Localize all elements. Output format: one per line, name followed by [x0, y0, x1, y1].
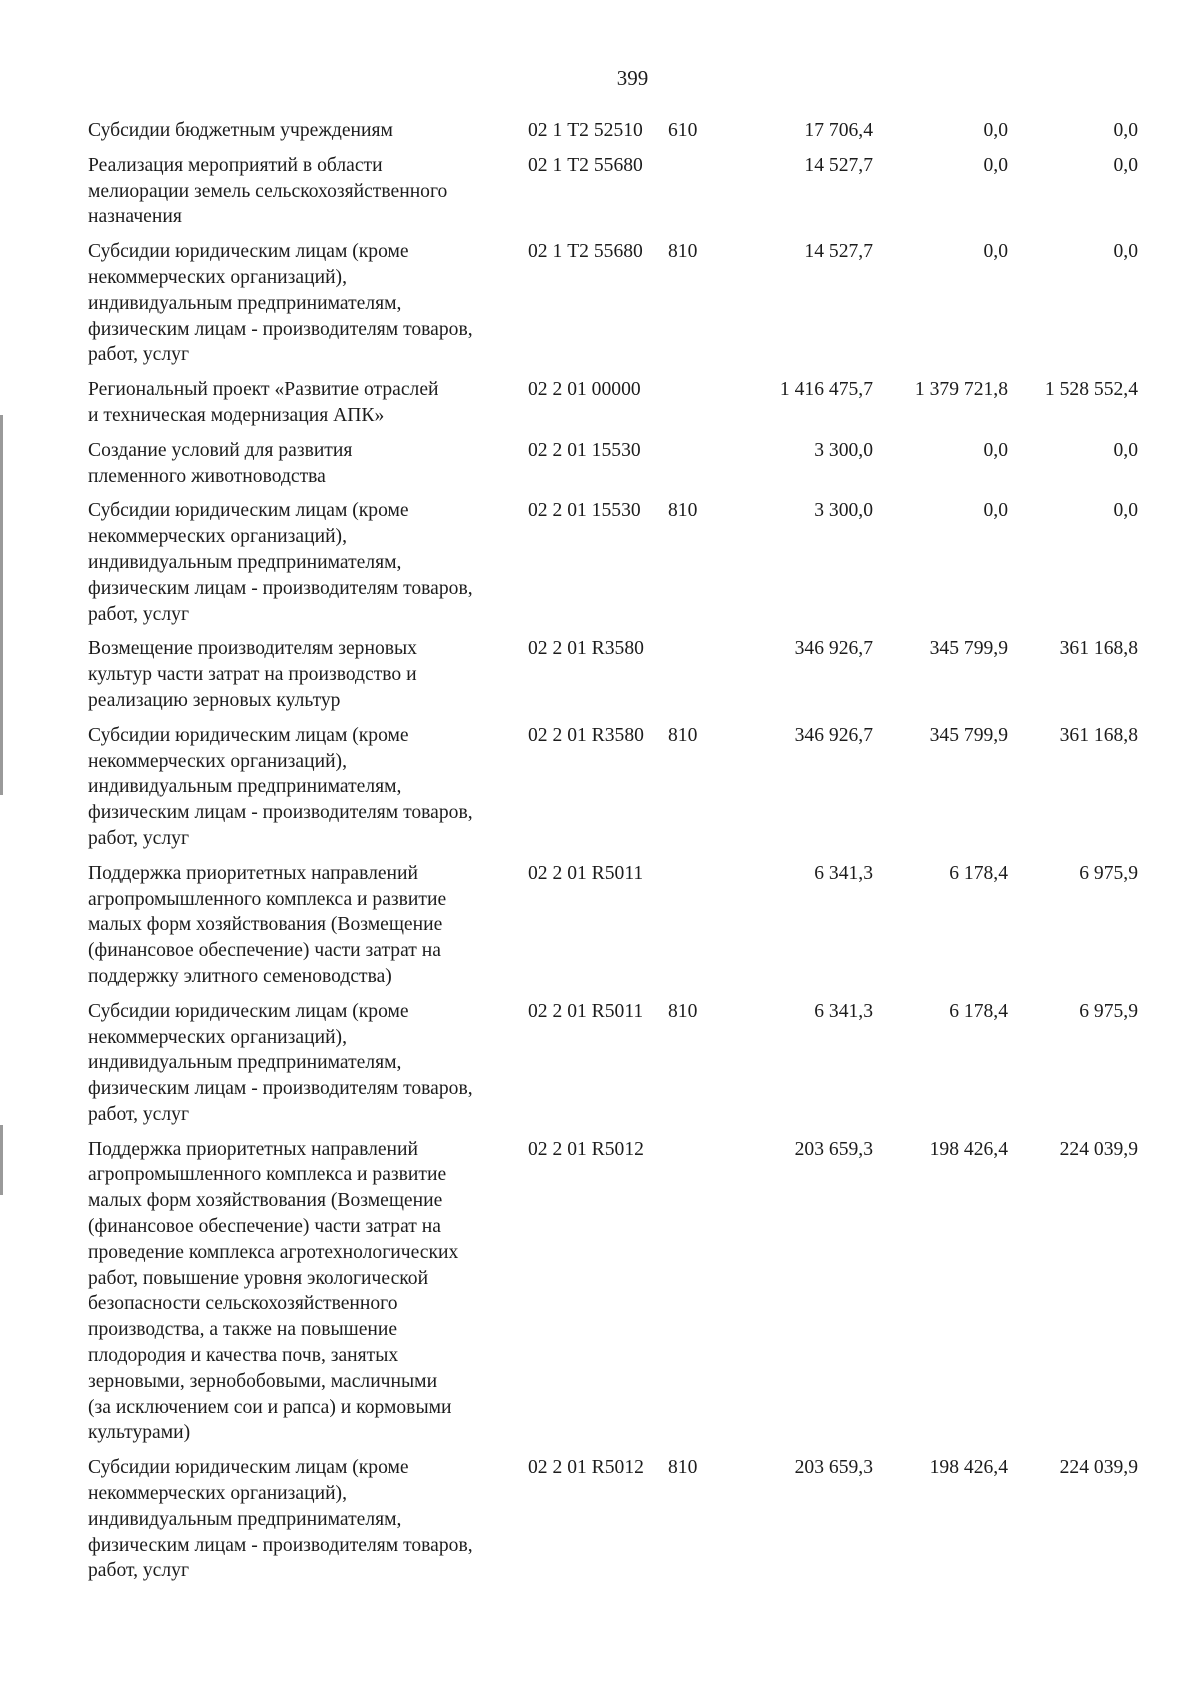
table-row — [88, 377, 1138, 438]
row-expense-type — [668, 861, 723, 999]
table-row — [88, 1455, 1138, 1593]
row-value-2027: 224 039,9 — [1059, 1138, 1138, 1160]
row-code: 02 2 01 R5011 — [528, 1000, 644, 1022]
row-value-2026: 0,0 — [983, 154, 1008, 176]
table-row — [88, 861, 1138, 999]
description-line: некоммерческих организаций), — [88, 1483, 347, 1505]
row-expense-type — [668, 438, 723, 499]
description-line: (за исключением сои и рапса) и кормовыми — [88, 1396, 452, 1418]
row-value-2026: 0,0 — [983, 120, 1008, 141]
description-line: некоммерческих организаций), — [88, 1026, 347, 1048]
description-line: физическим лицам - производителям товаров, — [88, 802, 473, 824]
budget-table — [88, 118, 1138, 1593]
table-row — [88, 153, 1138, 239]
description-line: зерновыми, зернобобовыми, масличными — [88, 1370, 438, 1392]
description-line: (финансовое обеспечение) части затрат на — [88, 940, 441, 962]
row-value-2026: 1 379 721,8 — [914, 379, 1008, 401]
description-line: Возмещение производителям зерновых — [88, 638, 417, 660]
description-line: Субсидии юридическим лицам (кроме — [88, 1000, 409, 1022]
row-description — [88, 438, 528, 499]
row-value-2025: 203 659,3 — [794, 1457, 873, 1479]
description-line: племенного животноводства — [88, 465, 326, 487]
row-expense-type — [668, 636, 723, 722]
description-line: мелиорации земель сельскохозяйственного — [88, 180, 448, 202]
description-line: малых форм хозяйствования (Возмещение — [88, 914, 443, 936]
row-value-2026: 0,0 — [983, 500, 1008, 522]
row-description — [88, 118, 528, 153]
row-value-2027: 1 528 552,4 — [1044, 379, 1138, 401]
table-row — [88, 999, 1138, 1137]
description-line: физическим лицам - производителям товаров, — [88, 1078, 473, 1100]
row-value-2027: 0,0 — [1113, 439, 1138, 461]
description-line: индивидуальным предпринимателям, — [88, 1508, 402, 1530]
row-value-2027: 0,0 — [1113, 500, 1138, 522]
row-expense-type — [668, 1137, 723, 1456]
description-line: агропромышленного комплекса и развитие — [88, 888, 447, 910]
description-line: Субсидии бюджетным учреждениям — [88, 120, 393, 141]
row-value-2025: 346 926,7 — [794, 724, 873, 746]
description-line: Поддержка приоритетных направлений — [88, 1138, 419, 1160]
row-value-2027: 6 975,9 — [1079, 862, 1138, 884]
description-line: некоммерческих организаций), — [88, 526, 347, 548]
row-code: 02 2 01 R3580 — [528, 638, 644, 660]
row-description — [88, 239, 528, 377]
description-line: плодородия и качества почв, занятых — [88, 1345, 399, 1367]
description-line: Субсидии юридическим лицам (кроме — [88, 241, 409, 263]
row-description — [88, 498, 528, 636]
row-description — [88, 636, 528, 722]
description-line: работ, повышение уровня экологической — [88, 1267, 429, 1289]
row-expense-type: 810 — [668, 724, 698, 746]
row-value-2025: 6 341,3 — [814, 1000, 873, 1022]
row-description — [88, 377, 528, 438]
description-line: агропромышленного комплекса и развитие — [88, 1164, 447, 1186]
row-code: 02 1 Т2 55680 — [528, 241, 643, 263]
description-line: Поддержка приоритетных направлений — [88, 862, 419, 884]
row-value-2025: 1 416 475,7 — [779, 379, 873, 401]
description-line: малых форм хозяйствования (Возмещение — [88, 1190, 443, 1212]
row-value-2027: 0,0 — [1113, 241, 1138, 263]
description-line: индивидуальным предпринимателям, — [88, 551, 402, 573]
description-line: (финансовое обеспечение) части затрат на — [88, 1216, 441, 1238]
row-value-2026: 198 426,4 — [929, 1138, 1008, 1160]
row-code: 02 2 01 R5011 — [528, 862, 644, 884]
description-line: назначения — [88, 206, 182, 228]
row-value-2025: 203 659,3 — [794, 1138, 873, 1160]
description-line: Субсидии юридическим лицам (кроме — [88, 1457, 409, 1479]
row-value-2027: 361 168,8 — [1059, 638, 1138, 660]
row-expense-type: 810 — [668, 1457, 698, 1479]
row-description — [88, 1455, 528, 1593]
table-row — [88, 636, 1138, 722]
row-expense-type — [668, 377, 723, 438]
description-line: индивидуальным предпринимателям, — [88, 292, 402, 314]
description-line: работ, услуг — [88, 1560, 189, 1582]
description-line: физическим лицам - производителям товаров, — [88, 318, 473, 340]
table-row — [88, 239, 1138, 377]
description-line: Реализация мероприятий в области — [88, 154, 383, 176]
row-expense-type — [668, 153, 723, 239]
scan-edge-mark — [0, 1125, 3, 1195]
row-value-2026: 0,0 — [983, 439, 1008, 461]
row-value-2026: 345 799,9 — [929, 638, 1008, 660]
row-code: 02 2 01 15530 — [528, 439, 641, 461]
row-value-2027: 6 975,9 — [1079, 1000, 1138, 1022]
row-value-2026: 0,0 — [983, 241, 1008, 263]
description-line: работ, услуг — [88, 827, 189, 849]
description-line: работ, услуг — [88, 344, 189, 366]
row-code: 02 2 01 R5012 — [528, 1138, 644, 1160]
description-line: Субсидии юридическим лицам (кроме — [88, 724, 409, 746]
row-value-2026: 198 426,4 — [929, 1457, 1008, 1479]
row-description — [88, 153, 528, 239]
description-line: и техническая модернизация АПК» — [88, 404, 385, 426]
row-value-2026: 6 178,4 — [949, 862, 1008, 884]
description-line: работ, услуг — [88, 1103, 189, 1125]
description-line: индивидуальным предпринимателям, — [88, 1052, 402, 1074]
row-value-2026: 6 178,4 — [949, 1000, 1008, 1022]
table-row — [88, 498, 1138, 636]
row-value-2025: 14 527,7 — [804, 154, 873, 176]
description-line: безопасности сельскохозяйственного — [88, 1293, 398, 1315]
description-line: проведение комплекса агротехнологических — [88, 1241, 459, 1263]
row-code: 02 2 01 R3580 — [528, 724, 644, 746]
row-expense-type: 810 — [668, 241, 698, 263]
description-line: Региональный проект «Развитие отраслей — [88, 379, 439, 401]
row-description — [88, 861, 528, 999]
row-value-2027: 361 168,8 — [1059, 724, 1138, 746]
description-line: поддержку элитного семеноводства) — [88, 965, 392, 987]
page-number: 399 — [616, 66, 649, 90]
row-expense-type: 810 — [668, 500, 698, 522]
description-line: некоммерческих организаций), — [88, 266, 347, 288]
scan-edge-mark — [0, 415, 3, 795]
row-expense-type: 610 — [668, 120, 698, 141]
row-code: 02 2 01 15530 — [528, 500, 641, 522]
description-line: некоммерческих организаций), — [88, 750, 347, 772]
description-line: физическим лицам - производителям товаров, — [88, 577, 473, 599]
row-value-2027: 0,0 — [1113, 154, 1138, 176]
row-description — [88, 1137, 528, 1456]
row-value-2025: 346 926,7 — [794, 638, 873, 660]
table-row — [88, 1137, 1138, 1456]
row-code: 02 1 Т2 55680 — [528, 154, 643, 176]
row-value-2025: 3 300,0 — [814, 439, 873, 461]
description-line: работ, услуг — [88, 603, 189, 625]
table-row — [88, 118, 1138, 153]
row-value-2027: 0,0 — [1113, 120, 1138, 141]
description-line: Субсидии юридическим лицам (кроме — [88, 500, 409, 522]
description-line: индивидуальным предпринимателям, — [88, 776, 402, 798]
description-line: культур части затрат на производство и — [88, 664, 417, 686]
row-description — [88, 999, 528, 1137]
row-value-2025: 14 527,7 — [804, 241, 873, 263]
row-value-2026: 345 799,9 — [929, 724, 1008, 746]
description-line: производства, а также на повышение — [88, 1319, 398, 1341]
description-line: физическим лицам - производителям товаров, — [88, 1534, 473, 1556]
description-line: культурами) — [88, 1422, 191, 1444]
row-code: 02 1 Т2 52510 — [528, 120, 643, 141]
row-value-2025: 6 341,3 — [814, 862, 873, 884]
row-code: 02 2 01 00000 — [528, 379, 641, 401]
table-row — [88, 438, 1138, 499]
row-value-2027: 224 039,9 — [1059, 1457, 1138, 1479]
table-row — [88, 723, 1138, 861]
row-value-2025: 17 706,4 — [804, 120, 873, 141]
description-line: реализацию зерновых культур — [88, 689, 341, 711]
row-code: 02 2 01 R5012 — [528, 1457, 644, 1479]
row-value-2025: 3 300,0 — [814, 500, 873, 522]
row-expense-type: 810 — [668, 1000, 698, 1022]
description-line: Создание условий для развития — [88, 439, 353, 461]
row-description — [88, 723, 528, 861]
